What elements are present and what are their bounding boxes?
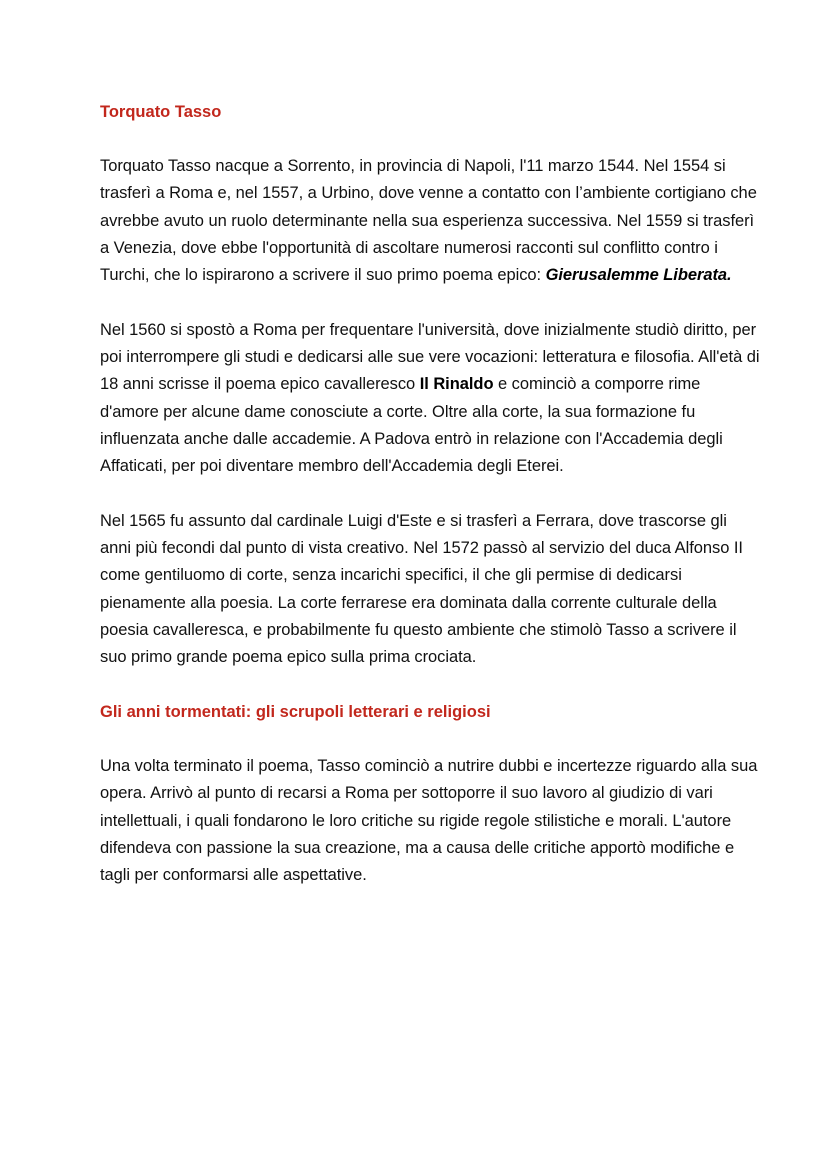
paragraph-doubts: Una volta terminato il poema, Tasso cominciò a nutrire dubbi e incertezze riguardo alla sua opera. Arrivò al punto di recarsi a Roma per sottoporre il suo lavoro al giudizio di vari intellettuali, i quali fondarono le loro critiche su rigide regole stilistiche e morali. L'autore difendeva con passione la sua creazione, ma a causa delle critiche apportò modifiche e tagli per conformarsi alle aspettative. (100, 756, 758, 885)
paragraph-rome (100, 317, 760, 481)
paragraph-rome-text-end: e cominciò a comporre rime d'amore per alcune dame conosciute a corte. Oltre alla corte, la sua formazione fu influenzata anche dalle accademie. A Padova entrò in relazione con l'Accademia degli Affaticati, per poi diventare membro dell'Accademia degli Eterei. (100, 375, 723, 476)
document-title: Torquato Tasso (100, 103, 222, 121)
paragraph-birth (100, 153, 760, 289)
paragraph-ferrara: Nel 1565 fu assunto dal cardinale Luigi d'Este e si trasferì a Ferrara, dove trascorse gli anni più fecondi dal punto di vista creativo. Nel 1572 passò al servizio del duca Alfonso II come gentiluomo di corte, senza incarichi specifici, il che gli permise di dedicarsi pienamente alla poesia. La corte ferrarese era dominata dalla corrente culturale della poesia cavalleresca, e probabilmente fu questo ambiente che stimolò Tasso a scrivere il suo primo grande poema epico sulla prima crociata. (100, 511, 743, 667)
paragraph-rome-text-start: Nel 1560 si spostò a Roma per frequentare l'università, dove inizialmente studiò diritto, per poi interrompere gli studi e dedicarsi alle sue vere vocazioni: letteratura e filosofia. All'età di 18 anni scrisse il poema epico cavalleresco (100, 320, 760, 394)
work-title-rinaldo: Il Rinaldo (419, 375, 494, 394)
paragraph-birth-text: Torquato Tasso nacque a Sorrento, in provincia di Napoli, l'11 marzo 1544. Nel 1554 si trasferì a Roma e, nel 1557, a Urbino, dove venne a contatto con l’ambiente cortigiano che avrebbe avuto un ruolo determinante nella sua esperienza successiva. Nel 1559 si trasferì a Venezia, dove ebbe l'opportunità di ascoltare numerosi racconti sul conflitto contro i Turchi, che lo ispirarono a scrivere il suo primo poema epico: (100, 157, 757, 285)
section-heading: Gli anni tormentati: gli scrupoli letterari e religiosi (100, 702, 491, 721)
work-title-gerusalemme: Gierusalemme Liberata. (545, 266, 732, 285)
document-page (100, 99, 760, 889)
